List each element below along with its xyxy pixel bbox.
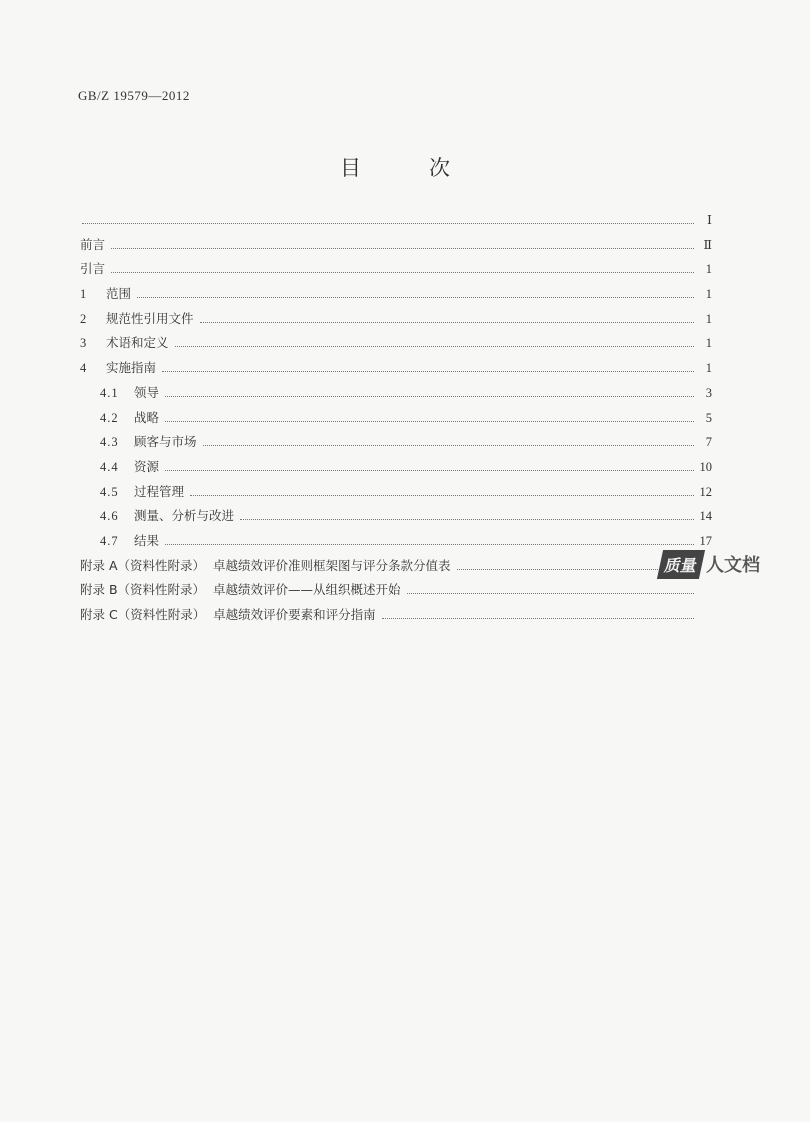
toc-entry-page: 1 (705, 262, 712, 277)
toc-entry-label: 4 实施指南 (80, 360, 157, 376)
leader-dots (111, 272, 694, 273)
toc-entry-label: 4.7 结果 (100, 532, 160, 548)
toc-entry-page: 5 (705, 410, 712, 425)
toc-entry-annex-a[interactable] (80, 554, 712, 579)
toc-entry-introduction[interactable] (80, 257, 712, 282)
toc-entry-4-7[interactable] (80, 529, 712, 554)
toc-entry-4-5[interactable] (80, 480, 712, 505)
toc-entry-label: 4.2 战略 (100, 409, 160, 425)
toc-entry-label: 4.6 测量、分析与改进 (100, 508, 235, 524)
leader-dots (165, 544, 694, 545)
toc-entry-4-6[interactable] (80, 504, 712, 529)
toc-entry-4-2[interactable] (80, 406, 712, 431)
leader-dots (165, 470, 694, 471)
toc-entry-label: 1 范围 (80, 286, 132, 302)
toc-entry-page: 1 (705, 361, 712, 376)
toc-entry-page: 12 (699, 484, 712, 499)
toc-entry-page: 1 (705, 287, 712, 302)
toc-entry-1[interactable] (80, 282, 712, 307)
toc-entry-page: 10 (699, 459, 712, 474)
toc-entry-blank[interactable] (80, 208, 712, 233)
watermark-box: 质量 (657, 550, 705, 579)
leader-dots (82, 223, 694, 224)
leader-dots (162, 371, 694, 372)
toc-entry-label: 3 术语和定义 (80, 335, 169, 351)
leader-dots (200, 322, 694, 323)
toc-entry-annex-b[interactable] (80, 578, 712, 603)
leader-dots (111, 248, 694, 249)
toc-entry-page: 17 (699, 533, 712, 548)
leader-dots (175, 346, 694, 347)
toc-entry-label: 附录 C（资料性附录） 卓越绩效评价要素和评分指南 (80, 607, 376, 622)
toc-entry-label: 附录 A（资料性附录） 卓越绩效评价准则框架图与评分条款分值表 (80, 557, 451, 573)
toc-entry-label: 附录 B（资料性附录） 卓越绩效评价——从组织概述开始 (80, 582, 401, 598)
toc-entry-page: 7 (705, 435, 712, 450)
table-of-contents (80, 208, 714, 628)
toc-entry-4-1[interactable] (80, 381, 712, 406)
leader-dots (203, 445, 694, 446)
toc-entry-2[interactable] (80, 307, 712, 332)
toc-entry-annex-c[interactable] (80, 603, 712, 628)
leader-dots (407, 593, 694, 594)
toc-entry-page: 3 (705, 385, 712, 400)
toc-entry-label: 4.5 过程管理 (100, 483, 185, 499)
toc-entry-page: 1 (705, 336, 712, 351)
toc-entry-preface[interactable] (80, 233, 712, 258)
toc-entry-page: 1 (705, 311, 712, 326)
toc-entry-label: 2 规范性引用文件 (80, 310, 194, 326)
leader-dots (165, 396, 694, 397)
leader-dots (165, 421, 694, 422)
toc-entry-4-3[interactable] (80, 430, 712, 455)
toc-entry-label: 引言 (80, 261, 106, 277)
toc-entry-label: 4.3 顾客与市场 (100, 434, 197, 450)
toc-entry-page: 14 (699, 509, 712, 524)
toc-entry-label: 4.1 领导 (100, 384, 160, 400)
leader-dots (137, 297, 694, 298)
standard-code: GB/Z 19579—2012 (78, 88, 190, 103)
toc-entry-3[interactable] (80, 331, 712, 356)
toc-entry-page: Ⅱ (703, 237, 712, 252)
leader-dots (240, 519, 694, 520)
toc-entry-4-4[interactable] (80, 455, 712, 480)
toc-entry-label: 4.4 资源 (100, 458, 160, 474)
toc-title (340, 152, 450, 182)
toc-title-part2: 次 (429, 156, 450, 180)
toc-entry-page: Ⅰ (707, 213, 712, 227)
toc-entry-4[interactable] (80, 356, 712, 381)
toc-title-part1: 目 (340, 156, 361, 180)
leader-dots (382, 618, 694, 619)
leader-dots (190, 495, 694, 496)
watermark-text: 人文档 (706, 555, 761, 576)
toc-entry-label: 前言 (80, 236, 106, 252)
watermark-logo (660, 548, 800, 580)
